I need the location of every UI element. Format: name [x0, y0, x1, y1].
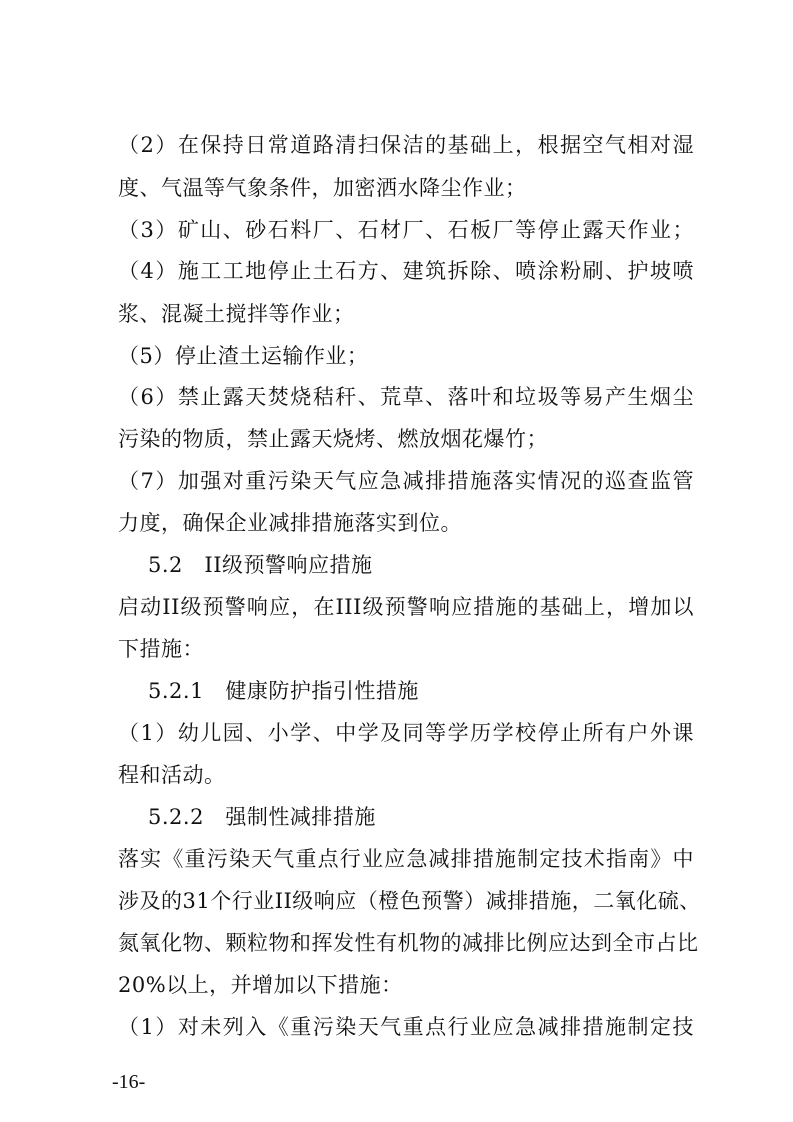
subsection-heading: 5.2.2 强制性减排措施 — [148, 805, 376, 829]
paragraph-line: 氮氧化物、颗粒物和挥发性有机物的减排比例应达到全市占比 — [118, 931, 699, 955]
paragraph-line: （1）幼儿园、小学、中学及同等学历学校停止所有户外课 — [118, 721, 694, 745]
paragraph-line: 程和活动。 — [118, 763, 226, 787]
section-heading: 5.2 II级预警响应措施 — [148, 553, 373, 577]
paragraph-line: （4）施工工地停止土石方、建筑拆除、喷涂粉刷、护坡喷 — [118, 259, 694, 283]
paragraph-line: （1）对未列入《重污染天气重点行业应急减排措施制定技 — [118, 1015, 694, 1039]
subsection-heading: 5.2.1 健康防护指引性措施 — [148, 679, 419, 703]
paragraph-line: 启动II级预警响应，在III级预警响应措施的基础上，增加以 — [118, 595, 694, 619]
page-number: -16- — [112, 1071, 146, 1093]
paragraph-line: 20%以上，并增加以下措施： — [118, 973, 403, 997]
paragraph-line: 落实《重污染天气重点行业应急减排措施制定技术指南》中 — [118, 847, 694, 871]
paragraph-line: 度、气温等气象条件，加密洒水降尘作业； — [118, 176, 527, 200]
paragraph-line: 力度，确保企业减排措施落实到位。 — [118, 511, 462, 535]
paragraph-line: （6）禁止露天焚烧秸秆、荒草、落叶和垃圾等易产生烟尘 — [118, 385, 694, 409]
paragraph-line: 污染的物质，禁止露天烧烤、燃放烟花爆竹； — [118, 427, 548, 451]
paragraph-line: （7）加强对重污染天气应急减排措施落实情况的巡查监管 — [118, 469, 694, 493]
paragraph-line: 浆、混凝土搅拌等作业； — [118, 302, 355, 326]
paragraph-line: （5）停止渣土运输作业； — [118, 344, 369, 368]
paragraph-line: （3）矿山、砂石料厂、石材厂、石板厂等停止露天作业； — [118, 218, 694, 242]
paragraph-line: （2）在保持日常道路清扫保洁的基础上，根据空气相对湿 — [118, 133, 694, 157]
paragraph-line: 下措施： — [118, 637, 204, 661]
paragraph-line: 涉及的31个行业II级响应（橙色预警）减排措施，二氧化硫、 — [118, 889, 701, 913]
